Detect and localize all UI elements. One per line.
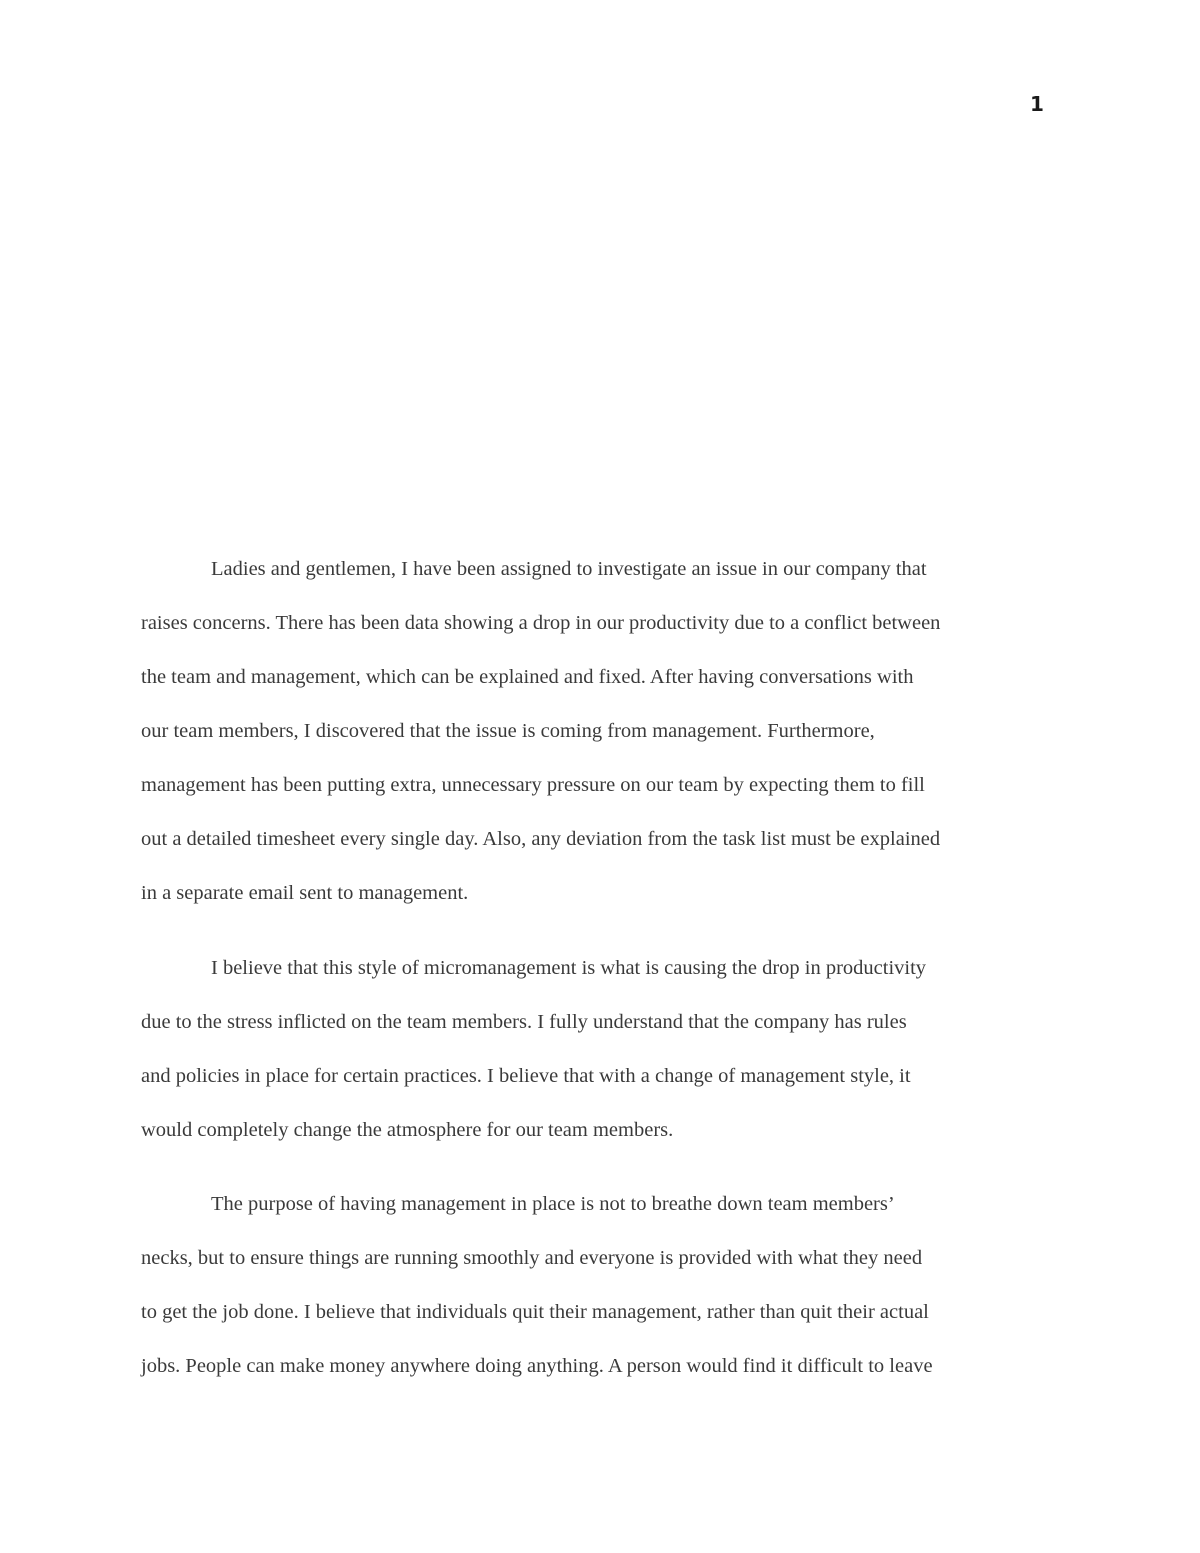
paragraph-line: in a separate email sent to management. xyxy=(141,882,469,904)
paragraph-line: to get the job done. I believe that individuals quit their management, rather than quit their actual xyxy=(141,1301,929,1323)
paragraph-line: management has been putting extra, unnecessary pressure on our team by expecting them to fill xyxy=(141,774,925,796)
paragraph-line: due to the stress inflicted on the team members. I fully understand that the company has rules xyxy=(141,1011,907,1033)
paragraph-line: The purpose of having management in place is not to breathe down team members’ xyxy=(211,1193,895,1215)
paragraph-1 xyxy=(141,542,1061,920)
paragraph-3 xyxy=(141,1177,1061,1393)
paragraph-line: necks, but to ensure things are running smoothly and everyone is provided with what they need xyxy=(141,1247,923,1269)
page-number: 1 xyxy=(1030,92,1044,116)
paragraph-line: I believe that this style of micromanagement is what is causing the drop in productivity xyxy=(211,957,927,979)
paragraph-line: jobs. People can make money anywhere doing anything. A person would find it difficult to leave xyxy=(141,1355,933,1377)
paragraph-line: raises concerns. There has been data showing a drop in our productivity due to a conflict between xyxy=(141,612,941,634)
paragraph-line: out a detailed timesheet every single day. Also, any deviation from the task list must be explained xyxy=(141,828,941,850)
paragraph-2 xyxy=(141,941,1061,1157)
paragraph-line: and policies in place for certain practices. I believe that with a change of management style, it xyxy=(141,1065,911,1087)
paragraph-line: Ladies and gentlemen, I have been assigned to investigate an issue in our company that xyxy=(211,558,927,580)
paragraph-line: our team members, I discovered that the issue is coming from management. Furthermore, xyxy=(141,720,875,742)
paragraph-line: the team and management, which can be explained and fixed. After having conversations with xyxy=(141,666,914,688)
paragraph-line: would completely change the atmosphere for our team members. xyxy=(141,1119,674,1141)
